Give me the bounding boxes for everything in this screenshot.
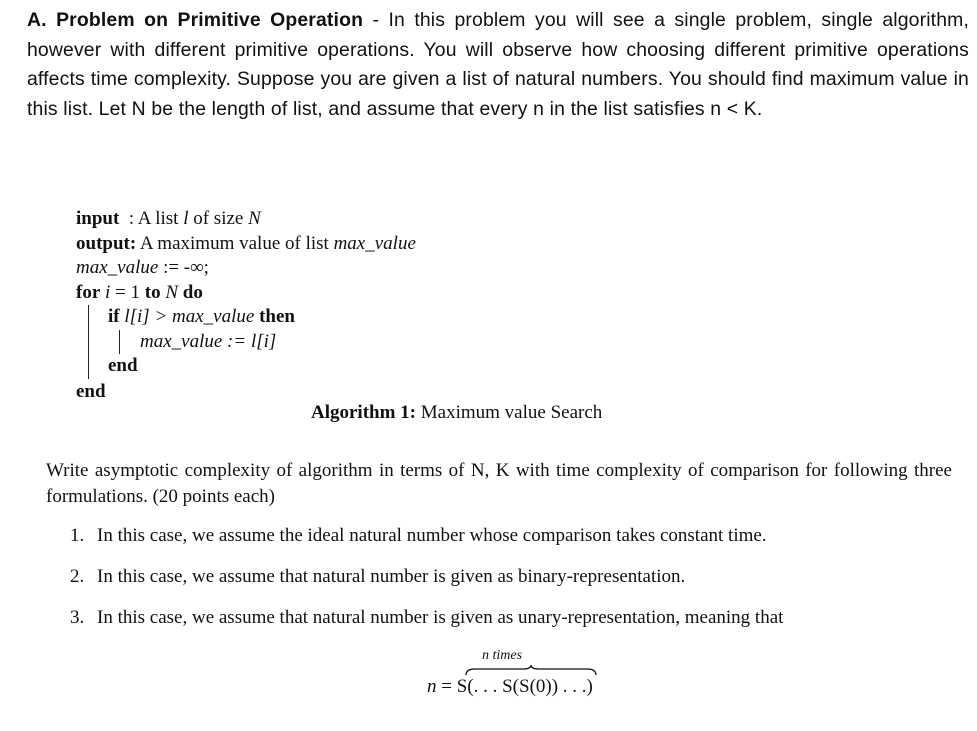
algorithm-block <box>76 207 416 404</box>
algo-end-inner: end <box>108 355 138 376</box>
algo-for-line: for i = 1 to N do <box>76 281 203 303</box>
algo-output-line: output: A maximum value of list max_value <box>76 232 416 254</box>
formula-expression: n = S(. . . S(S(0)) . . .) <box>427 676 593 697</box>
problem-title: Problem on Primitive Operation <box>56 9 364 31</box>
problem-description: - In this problem you will see a single problem, single algorithm, however with different primitive operations. You will observe how choosing different primitive operations affects time complexity. Suppose you are given a list of natural numbers. You should find maximum value in this list. Let N be the length of list, and assume that every n in the list satisfies n < K. <box>27 9 969 120</box>
algo-if-body <box>119 330 416 355</box>
algo-loop-body <box>88 305 416 379</box>
overbrace-icon <box>465 664 597 676</box>
problem-label: A. <box>27 9 47 31</box>
formulation-list <box>70 523 783 646</box>
algo-assign-line: max_value := l[i] <box>140 330 277 352</box>
algo-if-line: if l[i] > max_value then <box>108 306 295 327</box>
algo-input-line: input : A list l of size N <box>76 208 261 229</box>
problem-statement <box>27 6 969 124</box>
algorithm-caption: Algorithm 1: Maximum value Search <box>311 402 603 423</box>
overbrace-label: n times <box>482 648 523 663</box>
list-item: 1. In this case, we assume the ideal natural number whose comparison takes constant time. <box>70 525 767 546</box>
list-item: 3. In this case, we assume that natural number is given as unary-representation, meaning that <box>70 607 784 628</box>
algo-init-line: max_value := -∞; <box>76 257 209 278</box>
list-item: 2. In this case, we assume that natural number is given as binary-representation. <box>70 566 686 587</box>
unary-formula <box>427 648 647 708</box>
question-text: Write asymptotic complexity of algorithm in terms of N, K with time complexity of comparison for following three formulations. (20 points each) <box>46 460 952 507</box>
algo-end-outer: end <box>76 380 106 402</box>
